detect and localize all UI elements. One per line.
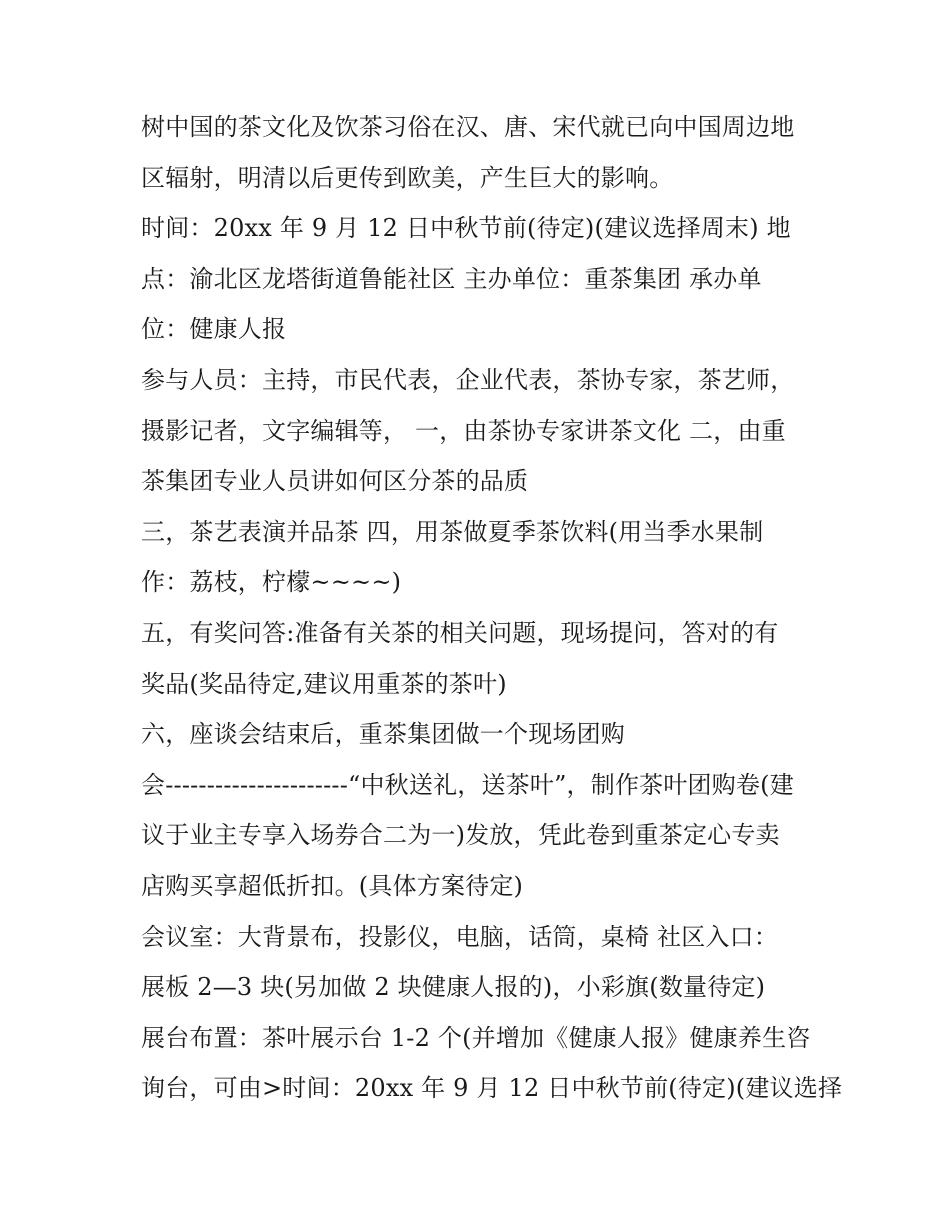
text-line: 时间：20xx 年 9 月 12 日中秋节前(待定)(建议选择周末) 地 (141, 214, 791, 243)
text-line: 奖品(奖品待定,建议用重茶的茶叶) (141, 669, 507, 698)
text-line: 会议室：大背景布，投影仪，电脑，话筒，桌椅 社区入口： (141, 922, 779, 951)
text-line: 店购买享超低折扣。(具体方案待定) (141, 871, 524, 900)
text-line: 询台，可由>时间：20xx 年 9 月 12 日中秋节前(待定)(建议选择 (141, 1074, 843, 1103)
text-line: 树中国的茶文化及饮茶习俗在汉、唐、宋代就已向中国周边地 (141, 113, 795, 141)
text-line: 三，茶艺表演并品茶 四，用茶做夏季茶饮料(用当季水果制 (141, 517, 764, 546)
text-line: 参与人员：主持，市民代表，企业代表，茶协专家，茶艺师， (141, 365, 795, 394)
text-line: 茶集团专业人员讲如何区分茶的品质 (141, 467, 529, 496)
text-line: 展台布置：茶叶展示台 1-2 个(并增加《健康人报》健康养生咨 (141, 1023, 811, 1052)
text-line: 区辐射，明清以后更传到欧美，产生巨大的影响。 (141, 163, 674, 192)
text-line: 点：渝北区龙塔街道鲁能社区 主办单位：重茶集团 承办单 (141, 264, 762, 293)
text-line: 会----------------------“中秋送礼，送茶叶”，制作茶叶团购卷(建 (141, 770, 794, 799)
text-line: 六，座谈会结束后，重茶集团做一个现场团购 (141, 720, 625, 749)
text-line: 五，有奖问答:准备有关茶的相关问题，现场提问，答对的有 (141, 618, 779, 647)
text-line: 展板 2—3 块(另加做 2 块健康人报的)，小彩旗(数量待定) (141, 973, 766, 1002)
text-line: 位：健康人报 (141, 315, 287, 344)
text-line: 作：荔枝，柠檬~~~~) (141, 568, 402, 597)
text-line: 议于业主专享入场券合二为一)发放，凭此卷到重茶定心专卖 (141, 821, 780, 850)
text-line: 摄影记者，文字编辑等， 一，由茶协专家讲茶文化 二，由重 (141, 416, 786, 445)
document-body (141, 102, 843, 1114)
